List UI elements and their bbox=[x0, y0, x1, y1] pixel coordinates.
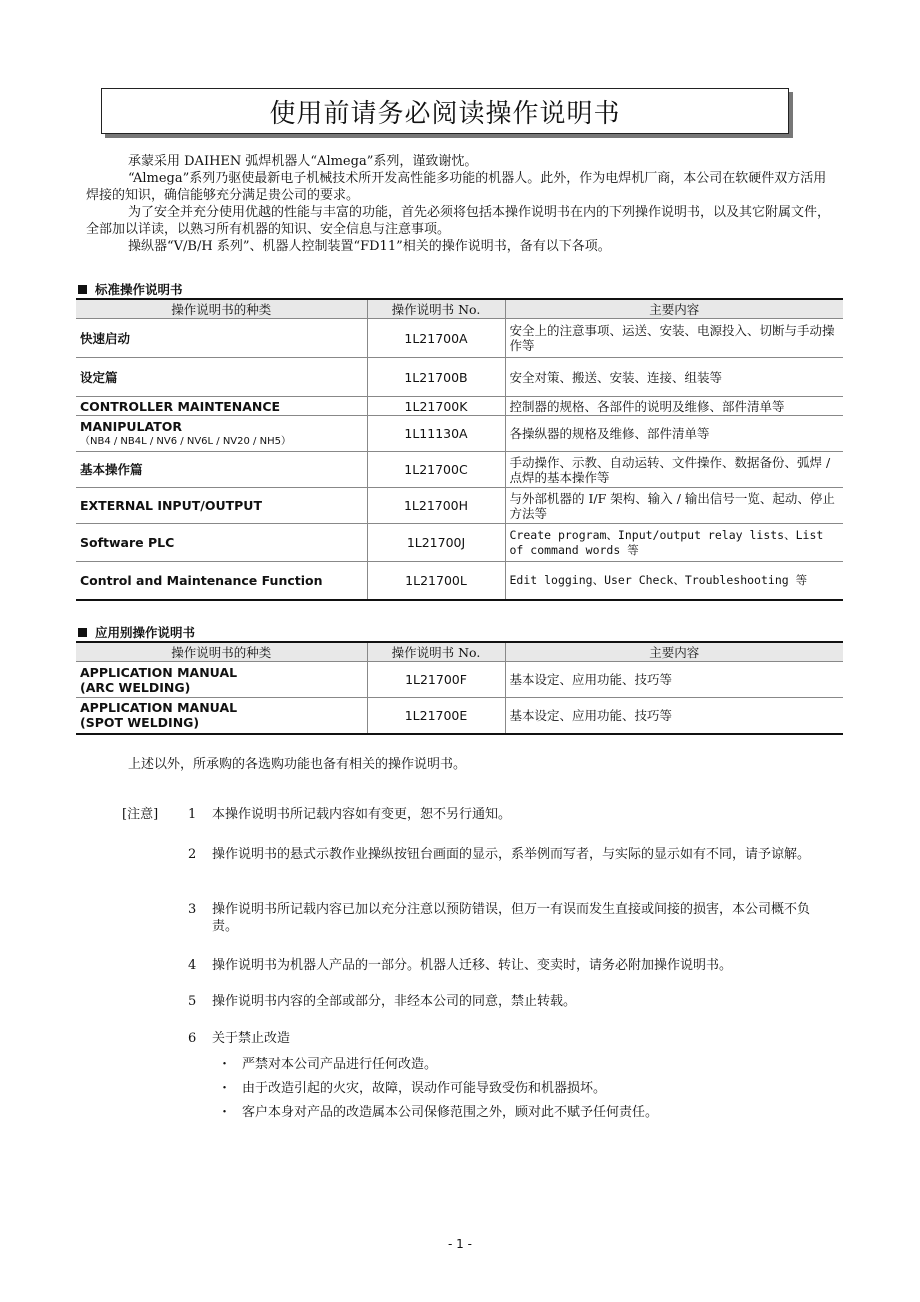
section-heading-text: 应用别操作说明书 bbox=[95, 625, 196, 640]
manual-description: 基本设定、应用功能、技巧等 bbox=[505, 698, 843, 734]
manual-description: 安全对策、搬送、安装、连接、组装等 bbox=[505, 358, 843, 397]
table-row bbox=[76, 524, 843, 562]
table-row bbox=[76, 397, 843, 416]
manual-description: 与外部机器的 I/F 架构、输入 / 输出信号一览、起动、停止方法等 bbox=[505, 488, 843, 524]
table-row bbox=[76, 319, 843, 358]
manual-number: 1L21700F bbox=[367, 662, 505, 698]
manual-name-models: （NB4 / NB4L / NV6 / NV6L / NV20 / NH5） bbox=[80, 435, 291, 447]
table-row bbox=[76, 488, 843, 524]
table-row bbox=[76, 698, 843, 734]
manual-description: Edit logging、User Check、Troubleshooting 等 bbox=[505, 562, 843, 600]
table-row bbox=[76, 452, 843, 488]
manual-number: 1L21700H bbox=[367, 488, 505, 524]
notes-label: [注意] bbox=[122, 807, 159, 822]
manual-name: 快速启动 bbox=[76, 319, 367, 358]
manual-name: Control and Maintenance Function bbox=[76, 562, 367, 600]
note-number: 3 bbox=[188, 902, 197, 917]
manual-number: 1L21700B bbox=[367, 358, 505, 397]
square-bullet-icon bbox=[78, 628, 87, 637]
bullet-dot-icon: ・ bbox=[218, 1081, 232, 1096]
manual-name: 基本操作篇 bbox=[76, 452, 367, 488]
note-text: 本操作说明书所记载内容如有变更，恕不另行通知。 bbox=[212, 807, 512, 822]
standard-section-heading bbox=[78, 280, 183, 298]
page-number: - 1 - bbox=[448, 1237, 472, 1251]
note-text: 操作说明书内容的全部或部分，非经本公司的同意，禁止转载。 bbox=[212, 994, 577, 1009]
manual-number: 1L21700K bbox=[367, 397, 505, 416]
column-header: 主要内容 bbox=[505, 642, 843, 662]
manual-number: 1L21700C bbox=[367, 452, 505, 488]
manual-name: MANIPULATOR （NB4 / NB4L / NV6 / NV6L / NV20 / NH5） bbox=[76, 416, 367, 452]
manual-name: 设定篇 bbox=[76, 358, 367, 397]
table-row bbox=[76, 358, 843, 397]
bullet-text: 由于改造引起的火灾，故障，误动作可能导致受伤和机器损坏。 bbox=[242, 1081, 607, 1096]
note-text: 操作说明书为机器人产品的一部分。机器人迁移、转让、变卖时，请务必附加操作说明书。 bbox=[212, 958, 733, 973]
table-row bbox=[76, 416, 843, 452]
manual-name: EXTERNAL INPUT/OUTPUT bbox=[76, 488, 367, 524]
table-header-row bbox=[76, 642, 843, 662]
bullet-dot-icon: ・ bbox=[218, 1057, 232, 1072]
additional-manuals-note: 上述以外，所承购的各选购功能也备有相关的操作说明书。 bbox=[128, 757, 467, 772]
note-number: 5 bbox=[188, 994, 197, 1009]
manual-description: 基本设定、应用功能、技巧等 bbox=[505, 662, 843, 698]
note-number: 1 bbox=[188, 807, 197, 822]
column-header: 操作说明书的种类 bbox=[76, 642, 367, 662]
bullet-text: 客户本身对产品的改造属本公司保修范围之外，顾对此不赋予任何责任。 bbox=[242, 1105, 659, 1120]
bullet-dot-icon: ・ bbox=[218, 1105, 232, 1120]
bullet-text: 严禁对本公司产品进行任何改造。 bbox=[242, 1057, 438, 1072]
manual-number: 1L21700A bbox=[367, 319, 505, 358]
manual-description: 各操纵器的规格及维修、部件清单等 bbox=[505, 416, 843, 452]
table-header-row bbox=[76, 299, 843, 319]
document-title: 使用前请务必阅读操作说明书 bbox=[101, 88, 789, 134]
manual-number: 1L11130A bbox=[367, 416, 505, 452]
square-bullet-icon bbox=[78, 285, 87, 294]
manual-description: Create program、Input/output relay lists、List of command words 等 bbox=[505, 524, 843, 562]
table-row bbox=[76, 662, 843, 698]
column-header: 操作说明书 No. bbox=[367, 642, 505, 662]
note-number: 6 bbox=[188, 1031, 197, 1046]
application-manuals-table bbox=[76, 641, 843, 735]
column-header: 操作说明书的种类 bbox=[76, 299, 367, 319]
manual-name: APPLICATION MANUAL (SPOT WELDING) bbox=[76, 698, 367, 734]
manual-name: APPLICATION MANUAL (ARC WELDING) bbox=[76, 662, 367, 698]
manual-number: 1L21700E bbox=[367, 698, 505, 734]
note-text: 操作说明书的悬式示教作业操纵按钮台画面的显示，系举例而写者，与实际的显示如有不同，请予谅解。 bbox=[212, 847, 811, 862]
note-number: 2 bbox=[188, 847, 197, 862]
intro-paragraph: 为了安全并充分使用优越的性能与丰富的功能，首先必须将包括本操作说明书在内的下列操作说明书，以及其它附属文件，全部加以详读，以熟习所有机器的知识、安全信息与注意事项。 bbox=[86, 205, 831, 237]
table-row bbox=[76, 562, 843, 600]
manual-name: CONTROLLER MAINTENANCE bbox=[76, 397, 367, 416]
note-number: 4 bbox=[188, 958, 197, 973]
intro-paragraph: 承蒙采用 DAIHEN 弧焊机器人“Almega”系列，谨致谢忱。 bbox=[128, 154, 478, 169]
manual-description: 控制器的规格、各部件的说明及维修、部件清单等 bbox=[505, 397, 843, 416]
intro-paragraph: “Almega”系列乃驱使最新电子机械技术所开发高性能多功能的机器人。此外，作为电焊机厂商，本公司在软硬件双方活用焊接的知识，确信能够充分满足贵公司的要求。 bbox=[86, 171, 827, 203]
intro-paragraph: 操纵器“V/B/H 系列”、机器人控制装置“FD11”相关的操作说明书，备有以下各项。 bbox=[128, 239, 611, 254]
manual-name: Software PLC bbox=[76, 524, 367, 562]
note-text: 操作说明书所记载内容已加以充分注意以预防错误，但万一有误而发生直接或间接的损害，本公司概不负责。 bbox=[212, 902, 811, 934]
manual-description: 手动操作、示教、自动运转、文件操作、数据备份、弧焊 / 点焊的基本操作等 bbox=[505, 452, 843, 488]
manual-description: 安全上的注意事项、运送、安装、电源投入、切断与手动操作等 bbox=[505, 319, 843, 358]
manual-number: 1L21700J bbox=[367, 524, 505, 562]
column-header: 主要内容 bbox=[505, 299, 843, 319]
application-section-heading bbox=[78, 623, 195, 641]
intro-paragraphs bbox=[86, 153, 836, 255]
column-header: 操作说明书 No. bbox=[367, 299, 505, 319]
section-heading-text: 标准操作说明书 bbox=[95, 282, 183, 297]
standard-manuals-table bbox=[76, 298, 843, 601]
manual-number: 1L21700L bbox=[367, 562, 505, 600]
note-text: 关于禁止改造 bbox=[212, 1031, 291, 1046]
